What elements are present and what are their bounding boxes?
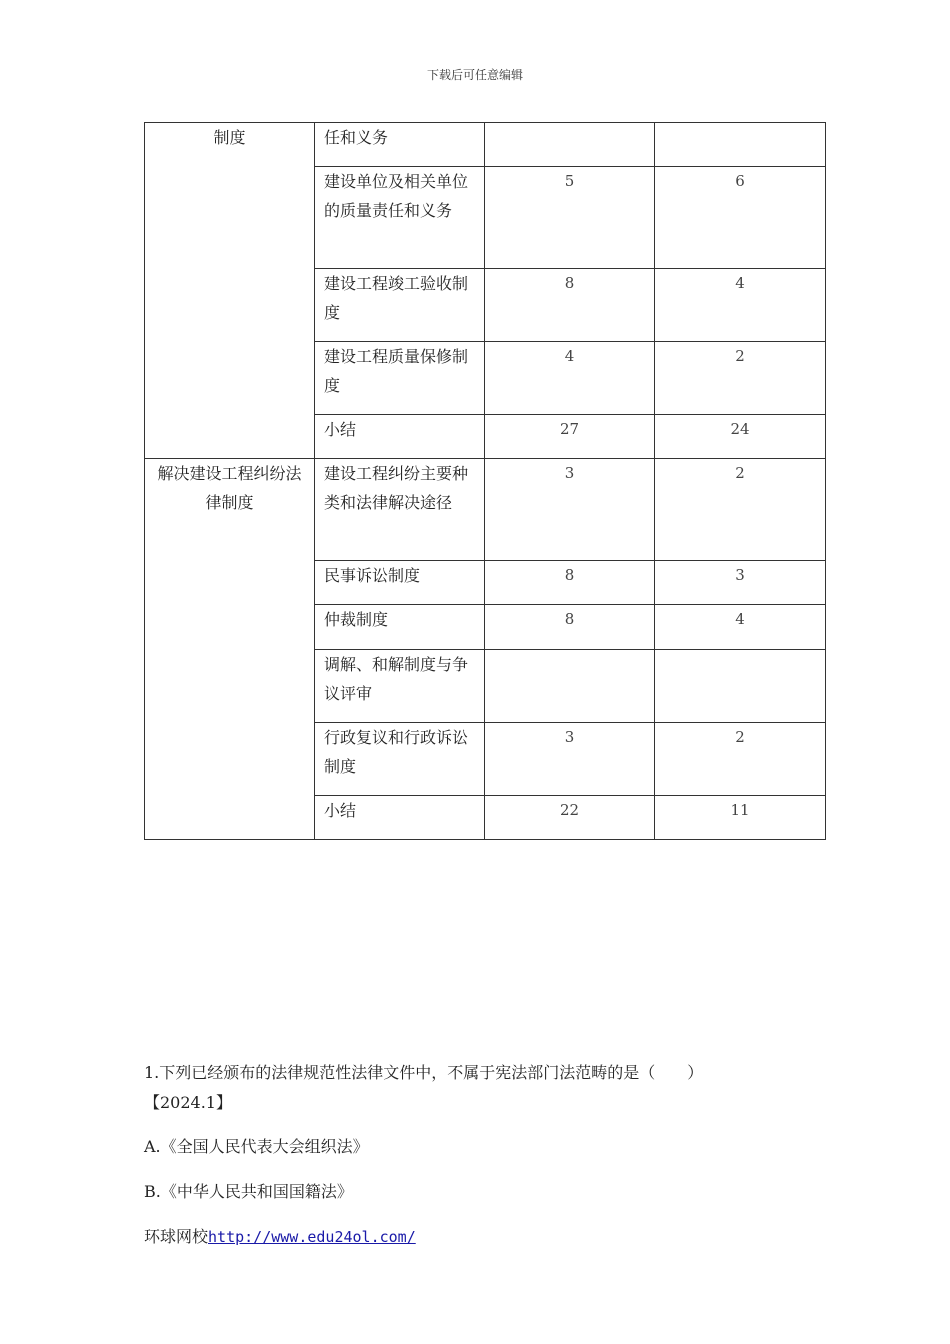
footer <box>144 1224 416 1247</box>
value-cell: 8 <box>485 561 655 605</box>
value-cell: 4 <box>655 605 826 650</box>
topic-cell: 任和义务 <box>315 123 485 167</box>
value-cell: 3 <box>655 561 826 605</box>
topic-cell: 调解、和解制度与争议评审 <box>315 650 485 723</box>
topic-cell: 建设工程质量保修制度 <box>315 342 485 415</box>
page-header: 下载后可任意编辑 <box>426 68 523 82</box>
question-stem: 1.下列已经颁布的法律规范性法律文件中，不属于宪法部门法范畴的是（ ） <box>144 1063 704 1082</box>
value-cell: 8 <box>485 269 655 342</box>
value-cell: 3 <box>485 723 655 796</box>
category-cell: 解决建设工程纠纷法律制度 <box>145 459 315 840</box>
topic-cell: 民事诉讼制度 <box>315 561 485 605</box>
topic-cell: 小结 <box>315 415 485 459</box>
value-cell <box>485 123 655 167</box>
option-a: A.《全国人民代表大会组织法》 <box>144 1137 369 1156</box>
value-cell: 11 <box>655 796 826 840</box>
value-cell: 6 <box>655 167 826 269</box>
value-cell: 4 <box>485 342 655 415</box>
value-cell: 27 <box>485 415 655 459</box>
topic-cell: 仲裁制度 <box>315 605 485 650</box>
value-cell: 5 <box>485 167 655 269</box>
value-cell: 22 <box>485 796 655 840</box>
value-cell: 2 <box>655 723 826 796</box>
value-cell <box>485 650 655 723</box>
value-cell <box>655 123 826 167</box>
footer-link[interactable]: http://www.edu24ol.com/ <box>208 1228 416 1246</box>
topic-cell: 行政复议和行政诉讼制度 <box>315 723 485 796</box>
topic-cell: 建设工程纠纷主要种类和法律解决途径 <box>315 459 485 561</box>
value-cell: 2 <box>655 459 826 561</box>
score-table <box>144 122 826 840</box>
topic-cell: 建设单位及相关单位的质量责任和义务 <box>315 167 485 269</box>
category-cell: 制度 <box>145 123 315 459</box>
footer-brand: 环球网校 <box>144 1227 209 1246</box>
value-cell: 2 <box>655 342 826 415</box>
table-row <box>145 123 826 167</box>
topic-cell: 建设工程竣工验收制度 <box>315 269 485 342</box>
value-cell <box>655 650 826 723</box>
table-row <box>145 459 826 561</box>
topic-cell: 小结 <box>315 796 485 840</box>
option-b: B.《中华人民共和国国籍法》 <box>144 1182 353 1201</box>
value-cell: 8 <box>485 605 655 650</box>
value-cell: 24 <box>655 415 826 459</box>
question-tag: 【2024.1】 <box>144 1093 232 1112</box>
value-cell: 3 <box>485 459 655 561</box>
value-cell: 4 <box>655 269 826 342</box>
